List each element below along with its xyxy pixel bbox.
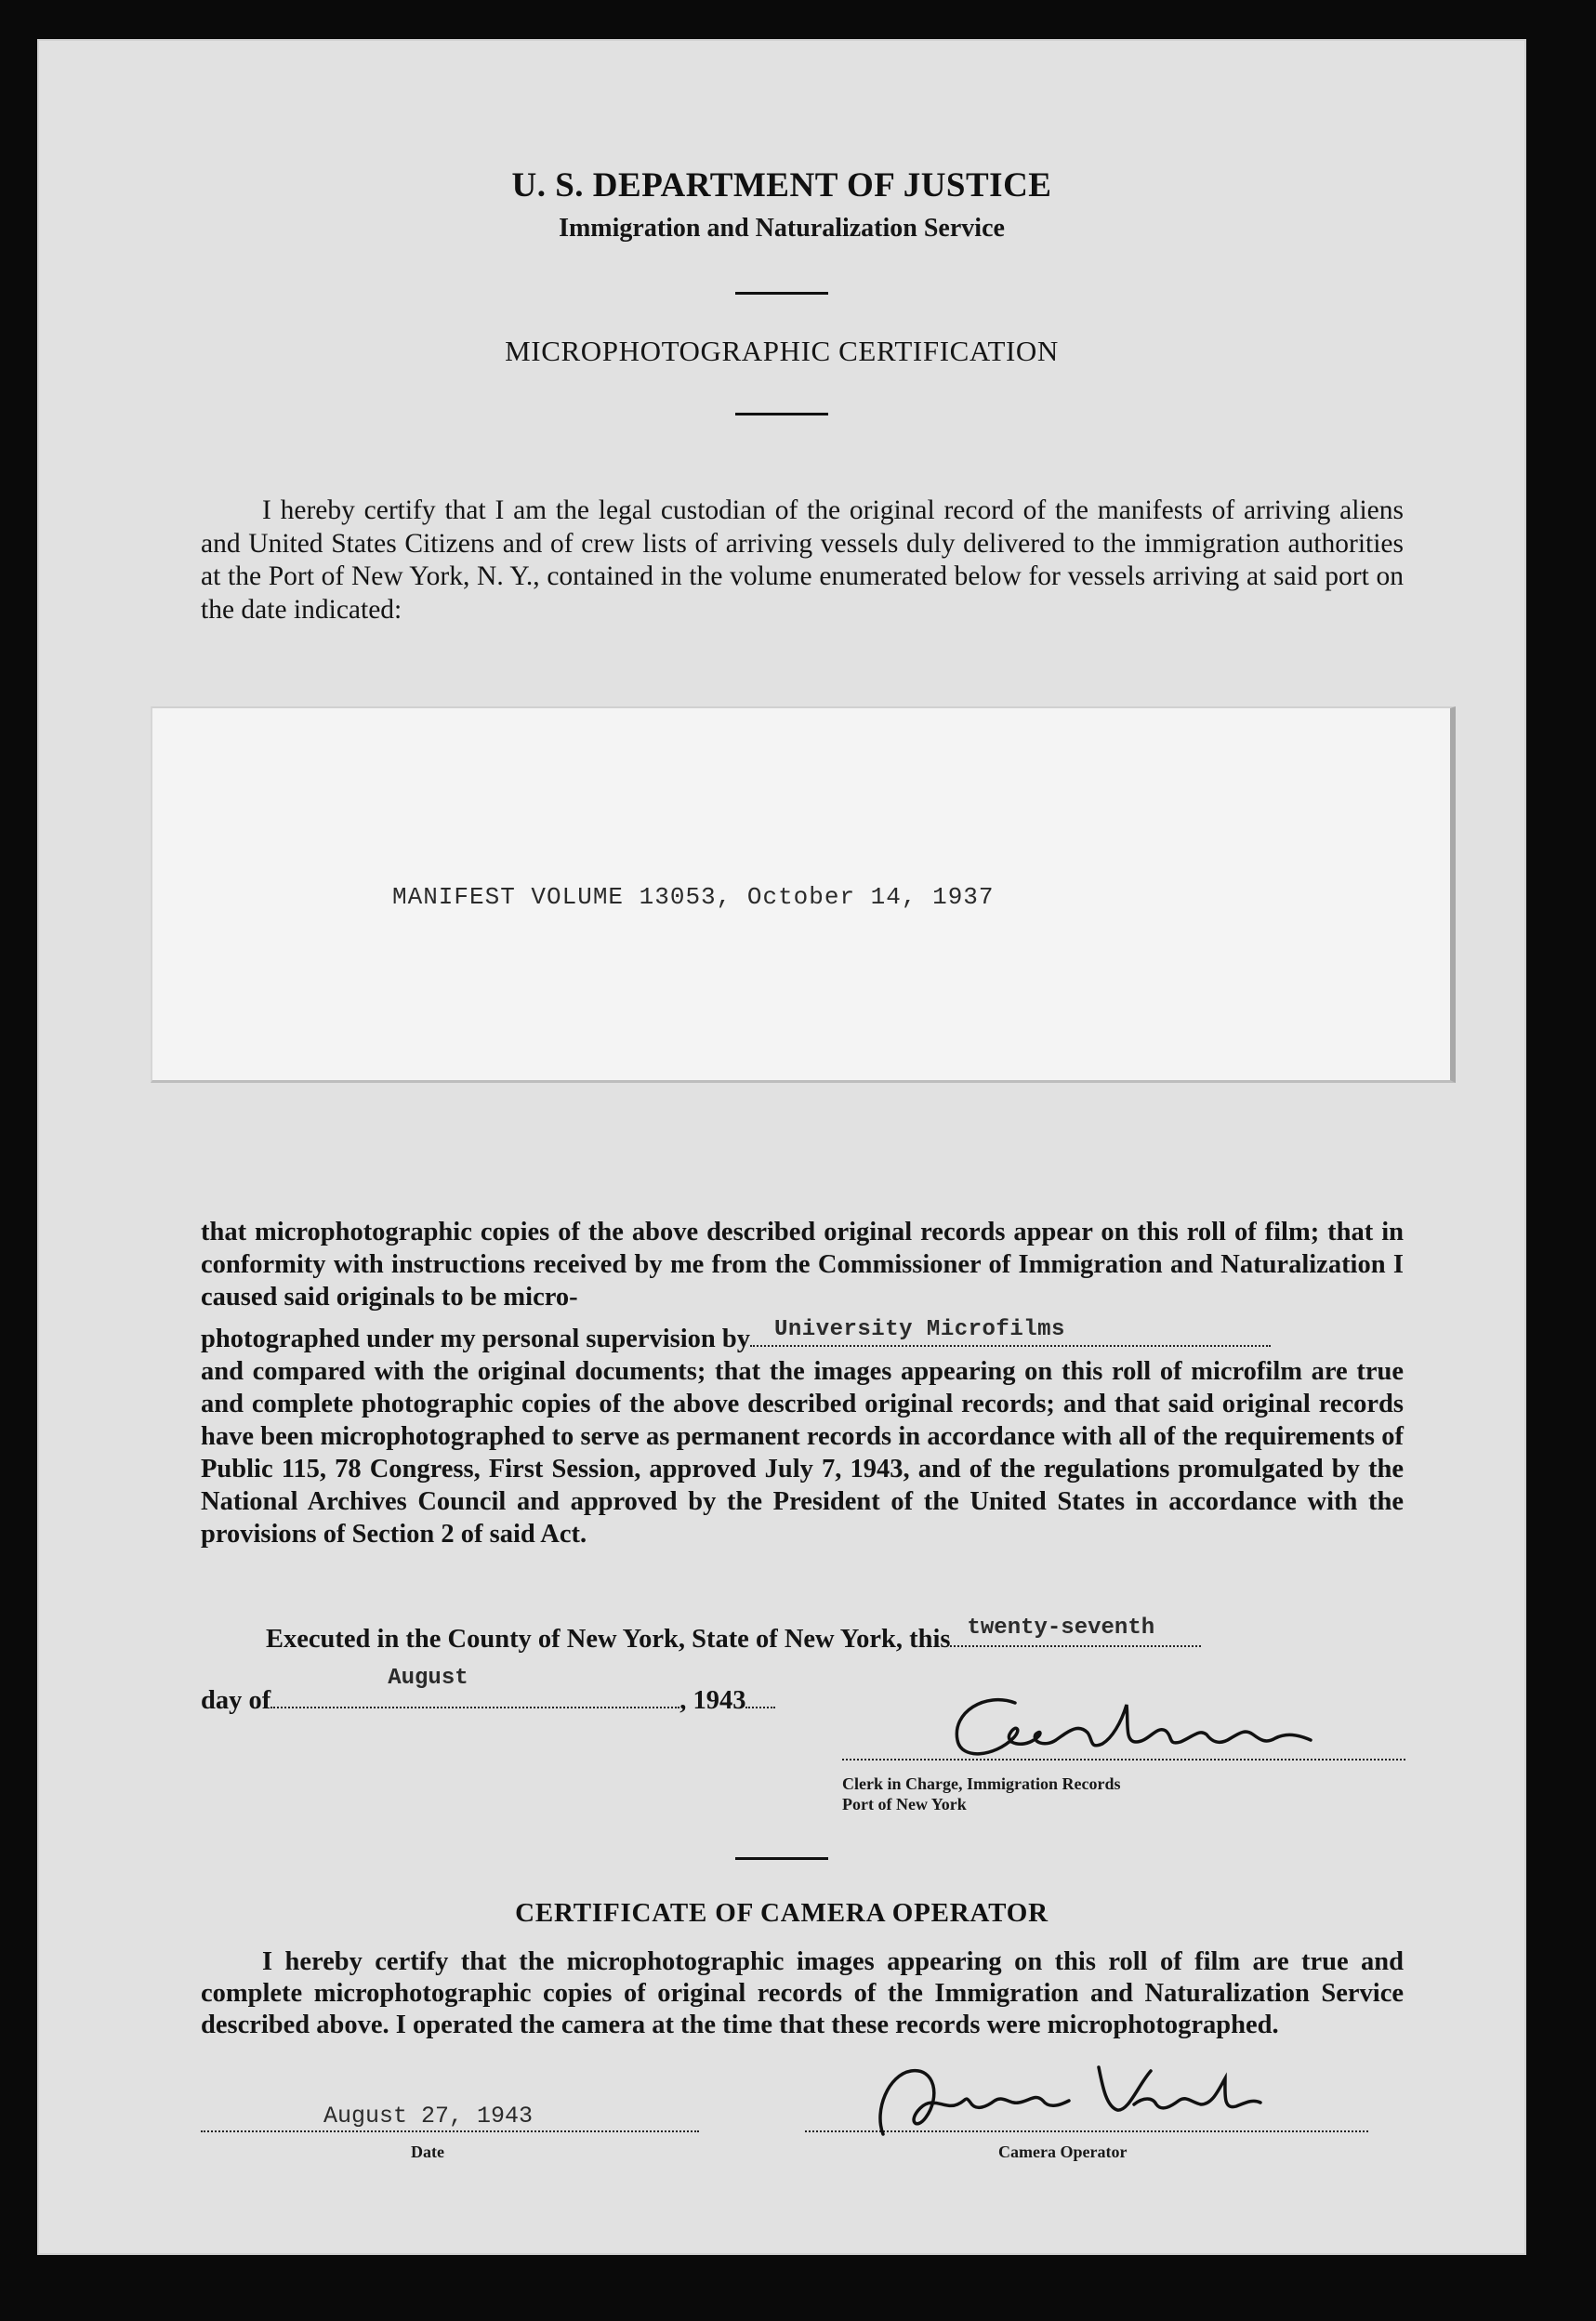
divider-3 bbox=[735, 1857, 828, 1860]
certification-title: MICROPHOTOGRAPHIC CERTIFICATION bbox=[505, 335, 1059, 367]
service-subheading: Immigration and Naturalization Service bbox=[559, 214, 1005, 243]
executed-line bbox=[266, 1615, 1418, 1656]
day-field bbox=[950, 1615, 1201, 1647]
certificate-page bbox=[37, 39, 1526, 2255]
month-field bbox=[270, 1666, 679, 1708]
day-value: twenty-seventh bbox=[967, 1615, 1155, 1641]
year-trailing-dots bbox=[745, 1688, 775, 1708]
clerk-title bbox=[842, 1774, 1307, 1814]
date-line bbox=[201, 2130, 699, 2132]
clerk-title-line-2: Port of New York bbox=[842, 1795, 967, 1813]
certification-body bbox=[201, 1216, 1404, 1550]
month-value: August bbox=[388, 1666, 468, 1691]
intro-text: I hereby certify that I am the legal custodian of the original record of the manifests of arriving aliens and United States Citizens and of crew lists of arriving vessels duly delivered to the immigration authorities at the Port of New York, N. Y., contained in the volume enumerated below for vessels arriving at said port on the date indicated: bbox=[201, 495, 1404, 625]
body-part-1: that microphotographic copies of the above described original records appear on this roll of film; that in conformity with instructions received by me from the Commissioner of Immigration and Naturalization I caused said originals to be micro- bbox=[201, 1218, 1404, 1312]
clerk-signature bbox=[930, 1686, 1320, 1766]
camera-operator-paragraph bbox=[201, 1946, 1404, 2041]
department-heading: U. S. DEPARTMENT OF JUSTICE bbox=[511, 166, 1052, 204]
date-value: August 27, 1943 bbox=[323, 2103, 534, 2130]
camera-operator-text: I hereby certify that the microphotographic images appearing on this roll of film are true and complete microphotographic copies of original records of the Immigration and Naturalization Service described above. I operated the camera at the time that these records were microphotographed. bbox=[201, 1947, 1404, 2039]
supervision-prefix: photographed under my personal supervision by bbox=[201, 1325, 750, 1353]
day-of-line bbox=[201, 1666, 944, 1718]
supervisor-field bbox=[750, 1317, 1271, 1347]
date-label: Date bbox=[411, 2143, 444, 2161]
supervisor-value: University Microfilms bbox=[773, 1317, 1065, 1342]
supervision-line bbox=[201, 1317, 1404, 1355]
manifest-volume: MANIFEST VOLUME 13053, October 14, 1937 bbox=[392, 883, 995, 911]
day-of-label: day of bbox=[201, 1686, 271, 1715]
executed-prefix: Executed in the County of New York, State of New York, this bbox=[266, 1625, 951, 1654]
operator-label: Camera Operator bbox=[998, 2143, 1128, 2161]
body-part-2: and compared with the original documents; that the images appearing on this roll of microfilm are true and complete photographic copies of the above described original records; and that said original records have been microphotographed to serve as permanent records in accordance with all of the requirements of Public 115, 78 Congress, First Session, approved July 7, 1943, and of the regulations promulgated by the National Archives Council and approved by the President of the United States in accordance with the provisions of Section 2 of said Act. bbox=[201, 1357, 1404, 1549]
manifest-slip bbox=[151, 706, 1456, 1083]
clerk-title-line-1: Clerk in Charge, Immigration Records bbox=[842, 1774, 1121, 1793]
year-value: , 1943 bbox=[679, 1686, 746, 1715]
intro-paragraph bbox=[201, 495, 1404, 626]
operator-signature bbox=[855, 2049, 1283, 2138]
divider-1 bbox=[735, 292, 828, 295]
camera-operator-title: CERTIFICATE OF CAMERA OPERATOR bbox=[515, 1898, 1049, 1928]
divider-2 bbox=[735, 413, 828, 415]
